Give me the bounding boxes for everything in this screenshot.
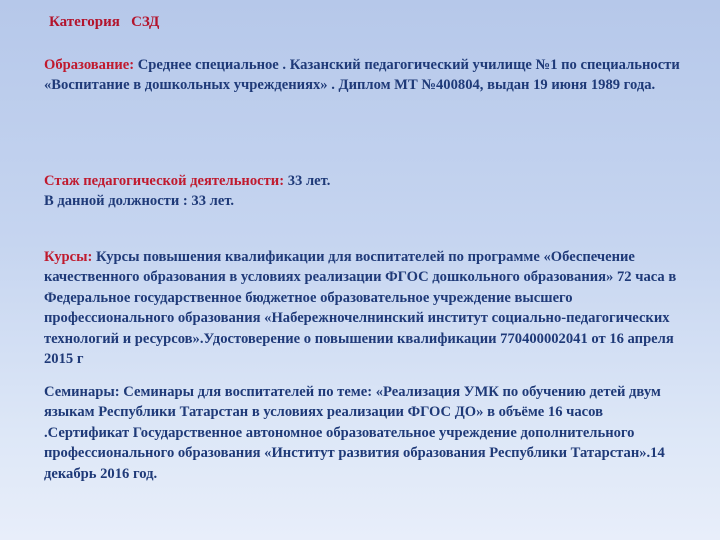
seminars-text: Семинары: Семинары для воспитателей по теме: «Реализация УМК по обучению детей двум языкам Республики Татарстан в условиях реализации ФГОС ДО» в объёме 16 часов .Сертификат Государственное автономное образовательное учреждение дополнительного профессионального образования «Институт развития образования Республики Татарстан».14 декабрь 2016 год. xyxy=(44,384,665,482)
courses-text: Курсы повышения квалификации для воспитателей по программе «Обеспечение качественного образования в условиях реализации ФГОС дошкольного образования» 72 часа в Федеральное государственное бюджетное образовательное учреждение высшего профессионального образования «Набережночелнинский институт социально-педагогических технологий и ресурсов».Удостоверение о повышении квалификации 770400002041 от 16 апреля 2015 г xyxy=(44,249,677,368)
experience-label: Стаж педагогической деятельности: xyxy=(44,173,285,189)
experience-section xyxy=(44,171,684,212)
seminars-section xyxy=(44,382,684,484)
category-heading: Категория СЗД xyxy=(49,14,160,30)
position-experience-line: В данной должности : 33 лет. xyxy=(44,193,235,210)
courses-section xyxy=(44,247,684,369)
courses-label: Курсы: xyxy=(44,249,93,265)
education-section xyxy=(44,55,684,96)
education-text: Среднее специальное . Казанский педагогический училище №1 по специальности «Воспитание в дошкольных учреждениях» . Диплом МТ №400804, выдан 19 июня 1989 года. xyxy=(44,57,680,94)
education-label: Образование: xyxy=(44,57,135,73)
experience-text: 33 лет. xyxy=(284,173,331,189)
